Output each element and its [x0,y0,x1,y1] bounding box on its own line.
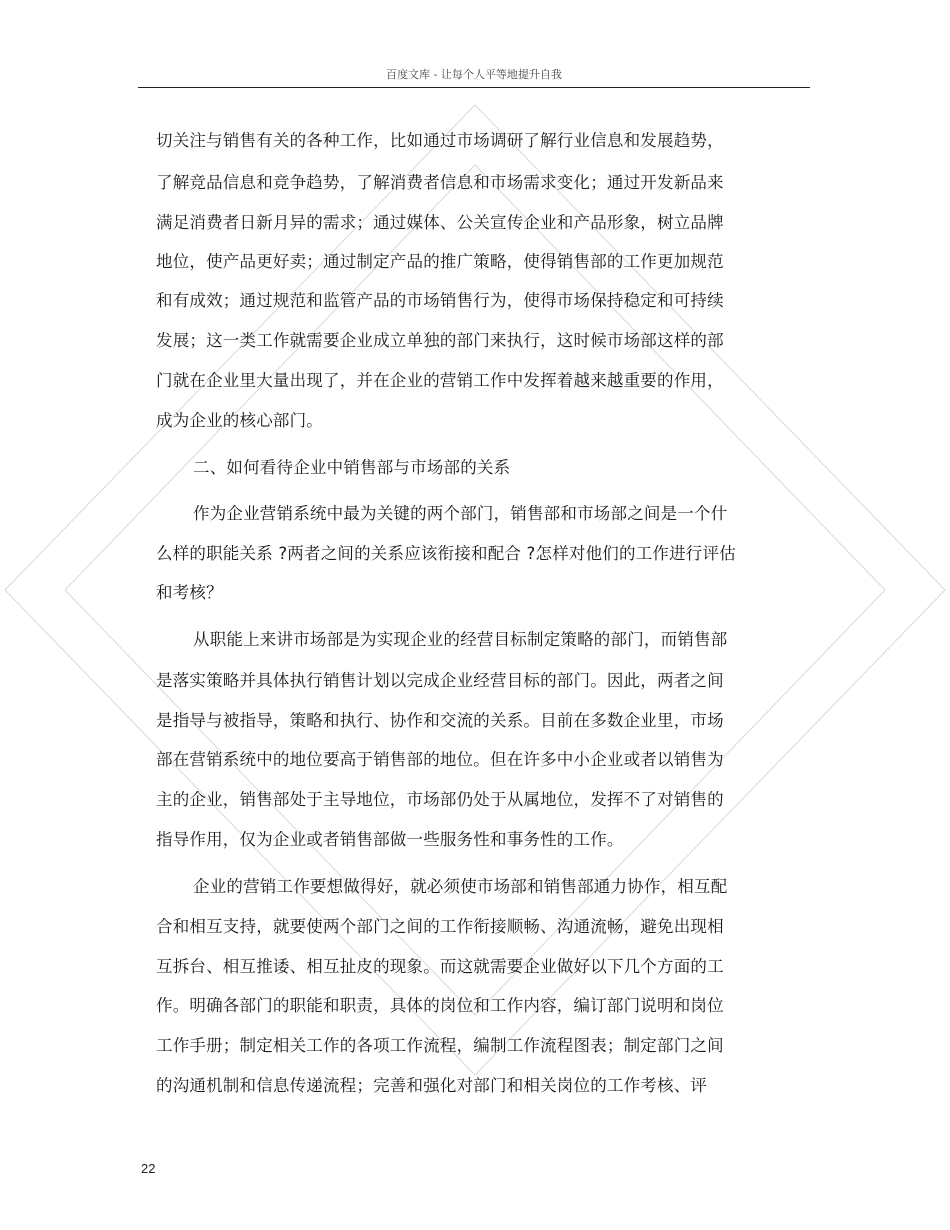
text-line: 作为企业营销系统中最为关键的两个部门，销售部和市场部之间是一个什 [193,504,728,523]
text-line: 的沟通机制和信息传递流程；完善和强化对部门和相关岗位的工作考核、评 [156,1076,708,1095]
text-line: 和有成效；通过规范和监管产品的市场销售行为，使得市场保持稳定和可持续 [156,291,724,310]
text-line: 从职能上来讲市场部是为实现企业的经营目标制定策略的部门，而销售部 [193,630,728,649]
text-line: 工作手册；制定相关工作的各项工作流程，编制工作流程图表；制定部门之间 [156,1036,724,1055]
text-line: 是指导与被指导，策略和执行、协作和交流的关系。目前在多数企业里，市场 [156,711,724,730]
page-number: 22 [141,1161,156,1176]
text-line: 么样的职能关系 ?两者之间的关系应该衔接和配合 ?怎样对他们的工作进行评估 [156,544,736,563]
header-divider [138,87,810,88]
text-line: 和考核？ [156,583,223,602]
text-line: 主的企业，销售部处于主导地位，市场部仍处于从属地位，发挥不了对销售的 [156,790,724,809]
text-line: 企业的营销工作要想做得好，就必须使市场部和销售部通力协作，相互配 [193,877,728,896]
text-line: 切关注与销售有关的各种工作，比如通过市场调研了解行业信息和发展趋势， [156,131,724,150]
text-line: 互拆台、相互推诿、相互扯皮的现象。而这就需要企业做好以下几个方面的工 [156,957,724,976]
text-line: 合和相互支持，就要使两个部门之间的工作衔接顺畅、沟通流畅，避免出现相 [156,917,724,936]
text-line: 成为企业的核心部门。 [156,411,323,430]
text-line: 发展；这一类工作就需要企业成立单独的部门来执行，这时候市场部这样的部 [156,331,724,350]
section-heading: 二、如何看待企业中销售部与市场部的关系 [193,458,511,477]
text-line: 作。明确各部门的职能和职责，具体的岗位和工作内容，编订部门说明和岗位 [156,996,724,1015]
text-line: 门就在企业里大量出现了，并在企业的营销工作中发挥着越来越重要的作用， [156,371,724,390]
text-line: 部在营销系统中的地位要高于销售部的地位。但在许多中小企业或者以销售为 [156,750,724,769]
text-line: 了解竞品信息和竞争趋势，了解消费者信息和市场需求变化；通过开发新品来 [156,173,724,192]
text-line: 地位，使产品更好卖；通过制定产品的推广策略，使得销售部的工作更加规范 [156,252,724,271]
text-line: 指导作用，仅为企业或者销售部做一些服务性和事务性的工作。 [156,830,624,849]
text-line: 是落实策略并具体执行销售计划以完成企业经营目标的部门。因此，两者之间 [156,671,724,690]
text-line: 满足消费者日新月异的需求；通过媒体、公关宣传企业和产品形象，树立品牌 [156,213,724,232]
page-header: 百度文库 - 让每个人平等地提升自我 [386,68,562,81]
